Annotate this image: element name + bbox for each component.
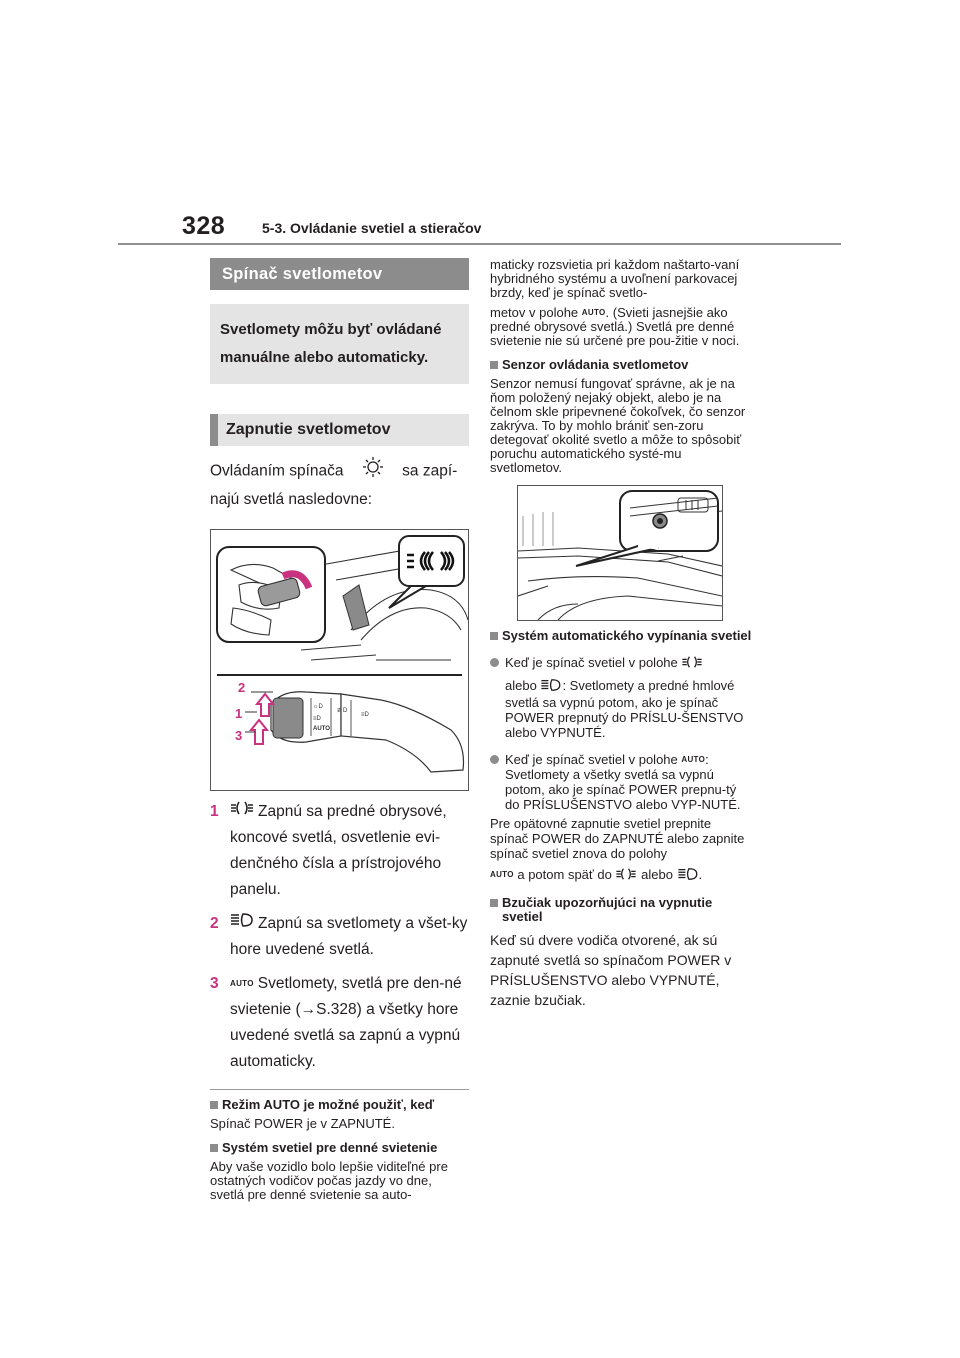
callout-label-2: 2 xyxy=(238,680,246,695)
svg-text:≡D: ≡D xyxy=(361,712,369,718)
list-item xyxy=(210,971,469,1075)
intro-text-after: sa zapí-najú svetlá nasledovne: xyxy=(210,462,458,508)
page-number: 328 xyxy=(182,212,226,240)
note-body: Keď sú dvere vodiča otvorené, ak sú zapnuté svetlá so spínačom POWER v PRÍSLUŠENSTVO alebo VYPNUTÉ, zaznie bzučiak. xyxy=(490,932,732,1009)
tail-light-icon xyxy=(615,867,637,884)
note-body: Aby vaše vozidlo bolo lepšie viditeľné pre ostatných vodičov počas jazdy vo dne, svetlá pre denné svietenie sa auto- xyxy=(210,1159,448,1203)
list-item: Keď je spínač svetiel v polohe alebo : Svetlomety a predné hmlové svetlá sa vypnú potom, ako je spínač POWER prepnutý do PRÍSLU-ŠENSTVO alebo VYPNUTÉ. xyxy=(490,655,752,740)
headlight-icon xyxy=(230,911,254,937)
right-column xyxy=(490,258,752,1010)
tail-light-icon xyxy=(230,799,254,825)
callout-label-3: 3 xyxy=(235,728,243,743)
band-summary: Svetlomety môžu byť ovládané manuálne alebo automaticky. xyxy=(210,304,469,384)
callout-label-1: 1 xyxy=(235,706,243,721)
list-item: Keď je spínač svetiel v polohe AUTO: Svetlomety a všetky svetlá sa vypnú potom, ako je spínač POWER prepnu-tý do PRÍSLUŠENSTVO alebo VYP-NUTÉ. xyxy=(490,752,752,812)
square-bullet-icon xyxy=(490,899,498,907)
svg-text:≡D: ≡D xyxy=(313,716,321,722)
square-bullet-icon xyxy=(210,1144,218,1152)
svg-text:≢D: ≢D xyxy=(337,708,348,714)
auto-icon: AUTO xyxy=(681,755,706,765)
svg-text:AUTO: AUTO xyxy=(313,726,330,732)
svg-text:☼D: ☼D xyxy=(313,704,323,710)
round-bullet-icon xyxy=(490,755,499,764)
item-text: Svetlomety, svetlá pre den-né svietenie (→S.328) a všetky hore uvedené svetlá sa zapnú a vypnú automaticky. xyxy=(230,975,462,1071)
band-title: Spínač svetlometov xyxy=(210,258,469,290)
section-title: 5-3. Ovládanie svetiel a stieračov xyxy=(262,220,482,236)
item-number: 1 xyxy=(210,803,219,820)
headlight-icon xyxy=(540,678,562,695)
auto-icon: AUTO xyxy=(230,979,254,989)
tail-light-icon xyxy=(681,655,703,672)
auto-icon: AUTO xyxy=(490,870,514,880)
list-item xyxy=(210,911,469,963)
note-heading: Systém automatického vypínania svetiel xyxy=(490,629,752,643)
item-text: Zapnú sa svetlomety a všet-ky hore uvedené svetlá. xyxy=(230,915,468,959)
header-divider xyxy=(118,243,841,245)
item-number: 3 xyxy=(210,975,219,993)
round-bullet-icon xyxy=(490,658,499,667)
left-column xyxy=(210,258,469,1202)
intro-paragraph xyxy=(210,456,469,513)
divider xyxy=(210,1089,469,1090)
continued-paragraph-2: metov v polohe AUTO. (Svieti jasnejšie ako predné obrysové svetlá.) Svetlá pre denné svietenie nie sú určené pre pou-žitie v noci. xyxy=(490,305,740,348)
subsection-title: Zapnutie svetlometov xyxy=(210,414,469,446)
auto-icon: AUTO xyxy=(581,308,606,317)
square-bullet-icon xyxy=(490,632,498,640)
item-text: Zapnú sa predné obrysové, koncové svetlá, osvetlenie evi-denčného čísla a prístrojového panelu. xyxy=(230,803,447,899)
figure-light-switch xyxy=(210,529,469,791)
item-number: 2 xyxy=(210,915,219,933)
list-item xyxy=(210,799,469,903)
square-bullet-icon xyxy=(490,361,498,369)
note-body: Senzor nemusí fungovať správne, ak je na ňom položený nejaký objekt, alebo je na čelnom skle pripevnené čokoľvek, čo senzor zakrýva. To by mohlo brániť sen-zoru detegovať okolité svetlo a môže to spôsobiť poruchu automatického systé-mu svetlometov. xyxy=(490,376,746,475)
note-heading: Bzučiak upozorňujúci na vypnutie svetiel xyxy=(490,896,752,924)
note-heading: Režim AUTO je možné použiť, keď xyxy=(210,1098,469,1112)
reactivate-paragraph: Pre opätovné zapnutie svetiel prepnite spínač POWER do ZAPNUTÉ alebo zapnite spínač svetiel znova do polohy AUTO a potom späť do alebo . xyxy=(490,816,752,884)
continued-paragraph: maticky rozsvietia pri každom naštarto-vaní hybridného systému a uvoľnení parkovacej brzdy, keď je spínač svetlo- xyxy=(490,257,740,300)
square-bullet-icon xyxy=(210,1101,218,1109)
note-heading: Systém svetiel pre denné svietenie xyxy=(210,1141,469,1155)
note-heading: Senzor ovládania svetlometov xyxy=(490,358,752,372)
headlight-icon xyxy=(677,867,699,884)
light-off-icon xyxy=(360,456,386,487)
figure-light-sensor xyxy=(517,485,723,621)
note-body: Spínač POWER je v ZAPNUTÉ. xyxy=(210,1116,395,1132)
intro-text-before: Ovládaním spínača xyxy=(210,462,344,480)
